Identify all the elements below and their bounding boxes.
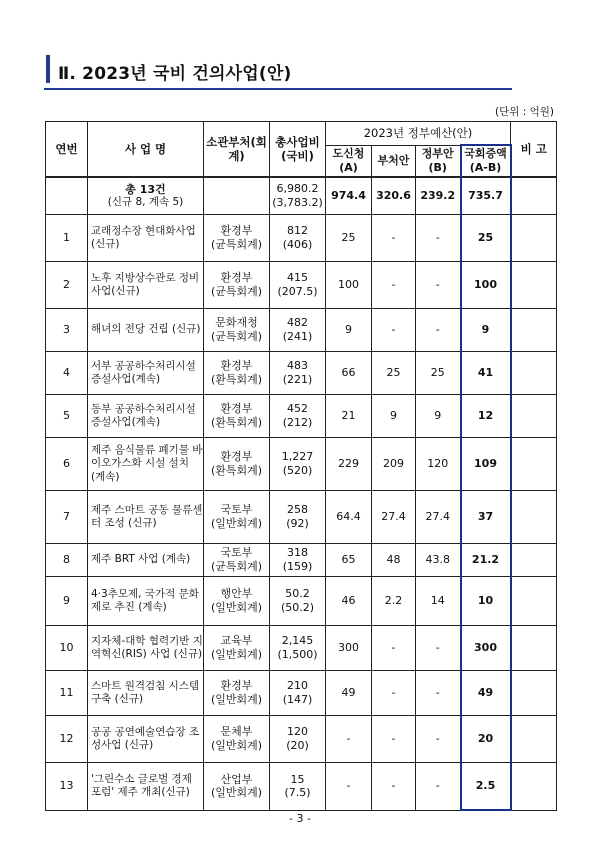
row-no: 8 <box>46 544 88 577</box>
row-budget-cell <box>270 215 326 262</box>
table-row <box>46 671 557 716</box>
row-dept-cell <box>204 491 270 544</box>
row-account: (균특회계) <box>210 238 263 251</box>
row-diff: 21.2 <box>461 544 511 577</box>
row-budget: 483 <box>287 359 308 373</box>
row-budget: 2,145 <box>281 634 314 648</box>
row-account: (일반회계) <box>210 601 263 614</box>
row-govt: - <box>416 763 461 811</box>
row-national: (50.2) <box>280 601 315 614</box>
row-diff: 100 <box>461 262 511 309</box>
row-dept: 환경부 <box>220 679 253 693</box>
row-budget: 210 <box>287 679 308 693</box>
row-account: (균특회계) <box>210 560 263 573</box>
total-dept-cell <box>204 177 270 215</box>
row-budget-cell <box>270 671 326 716</box>
row-note <box>511 309 557 352</box>
row-note <box>511 671 557 716</box>
row-note <box>511 262 557 309</box>
table-row <box>46 438 557 491</box>
row-budget-cell <box>270 438 326 491</box>
row-request: 65 <box>326 544 372 577</box>
row-budget-cell <box>270 491 326 544</box>
total-budget-cell <box>270 177 326 215</box>
row-request: 100 <box>326 262 372 309</box>
row-diff: 37 <box>461 491 511 544</box>
row-account: (일반회계) <box>210 648 263 661</box>
total-label-cell <box>88 177 204 215</box>
row-no: 1 <box>46 215 88 262</box>
header-note: 비 고 <box>511 122 557 178</box>
row-note <box>511 544 557 577</box>
total-govt: 239.2 <box>416 177 461 215</box>
row-note <box>511 577 557 626</box>
header-name: 사 업 명 <box>88 122 204 178</box>
row-govt: - <box>416 671 461 716</box>
row-note <box>511 491 557 544</box>
row-govt: 27.4 <box>416 491 461 544</box>
row-dept-cell <box>204 262 270 309</box>
row-national: (159) <box>282 560 313 573</box>
row-no: 12 <box>46 716 88 763</box>
row-name: 동부 공공하수처리시설 증설사업(계속) <box>88 395 204 438</box>
row-dept: 문체부 <box>220 725 253 739</box>
row-dept-cell <box>204 626 270 671</box>
row-ministry: 9 <box>372 395 416 438</box>
row-no: 9 <box>46 577 88 626</box>
table-row <box>46 309 557 352</box>
row-ministry: - <box>372 763 416 811</box>
row-national: (221) <box>282 373 313 386</box>
row-dept: 환경부 <box>220 402 253 416</box>
row-budget: 812 <box>287 224 308 238</box>
row-national: (7.5) <box>284 786 311 800</box>
budget-table <box>45 121 557 811</box>
row-national: (241) <box>282 330 313 343</box>
row-budget: 258 <box>287 503 308 517</box>
row-budget: 15 <box>290 772 305 786</box>
row-ministry: 48 <box>372 544 416 577</box>
total-no-cell <box>46 177 88 215</box>
page-number: - 3 - <box>289 812 311 825</box>
row-note <box>511 438 557 491</box>
row-account: (일반회계) <box>210 786 263 800</box>
table-row <box>46 716 557 763</box>
total-sub: (신규 8, 계속 5) <box>107 196 184 209</box>
row-dept-cell <box>204 716 270 763</box>
row-budget-cell <box>270 544 326 577</box>
total-request: 974.4 <box>326 177 372 215</box>
row-name: '그린수소 글로벌 경제 포럼' 제주 개최(신규) <box>88 763 204 811</box>
row-govt: - <box>416 626 461 671</box>
row-name: 지자체-대학 협력기반 지역혁신(RIS) 사업 (신규) <box>88 626 204 671</box>
row-ministry: - <box>372 671 416 716</box>
row-dept: 환경부 <box>220 271 253 285</box>
row-name: 제주 음식물류 폐기물 바이오가스화 시설 설치(계속) <box>88 438 204 491</box>
row-note <box>511 395 557 438</box>
row-dept-cell <box>204 671 270 716</box>
row-budget: 415 <box>287 271 308 285</box>
row-name: 제주 BRT 사업 (계속) <box>88 544 204 577</box>
row-national: (406) <box>282 238 313 251</box>
row-account: (환특회계) <box>210 373 263 386</box>
row-dept: 교육부 <box>220 634 253 648</box>
total-budget-national: (3,783.2) <box>272 196 323 209</box>
row-account: (일반회계) <box>210 517 263 530</box>
header-govt: 정부안(B) <box>416 145 461 177</box>
row-ministry: 209 <box>372 438 416 491</box>
row-request: 300 <box>326 626 372 671</box>
row-diff: 9 <box>461 309 511 352</box>
row-dept-cell <box>204 352 270 395</box>
row-no: 7 <box>46 491 88 544</box>
row-ministry: 27.4 <box>372 491 416 544</box>
row-account: (균특회계) <box>210 285 263 298</box>
row-account: (균특회계) <box>210 330 263 343</box>
table-row <box>46 215 557 262</box>
row-no: 6 <box>46 438 88 491</box>
row-govt: 14 <box>416 577 461 626</box>
row-budget-cell <box>270 763 326 811</box>
header-budget: 2023년 정부예산(안) <box>326 122 511 146</box>
row-dept-cell <box>204 763 270 811</box>
row-govt: - <box>416 262 461 309</box>
row-govt: - <box>416 309 461 352</box>
row-national: (20) <box>286 739 309 752</box>
row-name: 공공 공연예술연습장 조성사업 (신규) <box>88 716 204 763</box>
table-row <box>46 262 557 309</box>
row-ministry: 25 <box>372 352 416 395</box>
row-diff: 41 <box>461 352 511 395</box>
header-diff: 국회증액(A-B) <box>461 145 511 177</box>
row-ministry: - <box>372 716 416 763</box>
row-request: 25 <box>326 215 372 262</box>
row-budget-cell <box>270 577 326 626</box>
row-name: 교래정수장 현대화사업(신규) <box>88 215 204 262</box>
row-note <box>511 215 557 262</box>
table-row <box>46 491 557 544</box>
row-request: 229 <box>326 438 372 491</box>
row-no: 10 <box>46 626 88 671</box>
table-row <box>46 626 557 671</box>
row-dept-cell <box>204 309 270 352</box>
row-note <box>511 716 557 763</box>
row-account: (일반회계) <box>210 693 263 706</box>
row-budget-cell <box>270 262 326 309</box>
row-ministry: - <box>372 262 416 309</box>
row-budget: 452 <box>287 402 308 416</box>
total-row <box>46 177 557 215</box>
row-name: 노후 지방상수관로 정비사업(신규) <box>88 262 204 309</box>
row-budget-cell <box>270 626 326 671</box>
row-account: (일반회계) <box>210 739 263 752</box>
row-dept-cell <box>204 577 270 626</box>
table-row <box>46 577 557 626</box>
header-dept: 소관부처(회계) <box>204 122 270 178</box>
row-govt: - <box>416 215 461 262</box>
row-no: 11 <box>46 671 88 716</box>
row-diff: 10 <box>461 577 511 626</box>
row-dept: 문화재청 <box>215 316 258 330</box>
row-dept-cell <box>204 438 270 491</box>
row-name: 해녀의 전당 건립 (신규) <box>88 309 204 352</box>
row-national: (147) <box>282 693 313 706</box>
row-govt: 25 <box>416 352 461 395</box>
row-budget: 482 <box>287 316 308 330</box>
row-govt: 43.8 <box>416 544 461 577</box>
row-budget-cell <box>270 352 326 395</box>
row-no: 4 <box>46 352 88 395</box>
row-request: - <box>326 716 372 763</box>
row-dept: 환경부 <box>220 359 253 373</box>
row-diff: 25 <box>461 215 511 262</box>
row-budget: 318 <box>287 546 308 560</box>
row-dept-cell <box>204 215 270 262</box>
row-dept: 산업부 <box>220 772 253 786</box>
header-ministry: 부처안 <box>372 145 416 177</box>
row-no: 13 <box>46 763 88 811</box>
row-name: 스마트 원격검침 시스템 구축 (신규) <box>88 671 204 716</box>
row-note <box>511 352 557 395</box>
table-row <box>46 763 557 811</box>
row-no: 5 <box>46 395 88 438</box>
row-note <box>511 763 557 811</box>
row-name: 서부 공공하수처리시설 증설사업(계속) <box>88 352 204 395</box>
row-ministry: 2.2 <box>372 577 416 626</box>
row-diff: 300 <box>461 626 511 671</box>
total-diff: 735.7 <box>461 177 511 215</box>
total-budget: 6,980.2 <box>276 182 319 196</box>
row-budget: 1,227 <box>281 450 314 464</box>
row-request: 66 <box>326 352 372 395</box>
row-ministry: - <box>372 626 416 671</box>
row-budget-cell <box>270 395 326 438</box>
header-no: 연번 <box>46 122 88 178</box>
table-row <box>46 544 557 577</box>
total-note-cell <box>511 177 557 215</box>
unit-label: (단위 : 억원) <box>495 106 554 118</box>
row-request: 49 <box>326 671 372 716</box>
header-total: 총사업비(국비) <box>270 122 326 178</box>
table-row <box>46 352 557 395</box>
row-request: - <box>326 763 372 811</box>
row-request: 64.4 <box>326 491 372 544</box>
row-govt: - <box>416 716 461 763</box>
row-govt: 9 <box>416 395 461 438</box>
page-title: Ⅱ. 2023년 국비 건의사업(안) <box>58 64 292 84</box>
row-national: (520) <box>282 464 313 477</box>
row-account: (환특회계) <box>210 416 263 429</box>
row-diff: 12 <box>461 395 511 438</box>
row-diff: 2.5 <box>461 763 511 811</box>
row-no: 2 <box>46 262 88 309</box>
row-dept: 행안부 <box>220 587 253 601</box>
row-national: (212) <box>282 416 313 429</box>
total-ministry: 320.6 <box>372 177 416 215</box>
table-row <box>46 395 557 438</box>
row-govt: 120 <box>416 438 461 491</box>
row-name: 제주 스마트 공동 물류센터 조성 (신규) <box>88 491 204 544</box>
row-ministry: - <box>372 215 416 262</box>
row-budget-cell <box>270 309 326 352</box>
row-dept: 국토부 <box>220 546 253 560</box>
row-account: (환특회계) <box>210 464 263 477</box>
row-budget: 120 <box>287 725 308 739</box>
row-name: 4·3추모제, 국가적 문화제로 추진 (계속) <box>88 577 204 626</box>
row-national: (207.5) <box>277 285 318 298</box>
row-national: (1,500) <box>277 648 318 661</box>
header-request: 도신청(A) <box>326 145 372 177</box>
title-accent-bar <box>46 55 50 83</box>
row-request: 46 <box>326 577 372 626</box>
row-national: (92) <box>286 517 309 530</box>
row-request: 9 <box>326 309 372 352</box>
row-diff: 109 <box>461 438 511 491</box>
row-dept-cell <box>204 395 270 438</box>
row-budget-cell <box>270 716 326 763</box>
row-request: 21 <box>326 395 372 438</box>
row-note <box>511 626 557 671</box>
row-dept-cell <box>204 544 270 577</box>
row-diff: 49 <box>461 671 511 716</box>
row-dept: 국토부 <box>220 503 253 517</box>
row-dept: 환경부 <box>220 450 253 464</box>
row-ministry: - <box>372 309 416 352</box>
row-budget: 50.2 <box>285 587 310 601</box>
total-label: 총 13건 <box>125 182 166 196</box>
row-no: 3 <box>46 309 88 352</box>
row-dept: 환경부 <box>220 224 253 238</box>
row-diff: 20 <box>461 716 511 763</box>
